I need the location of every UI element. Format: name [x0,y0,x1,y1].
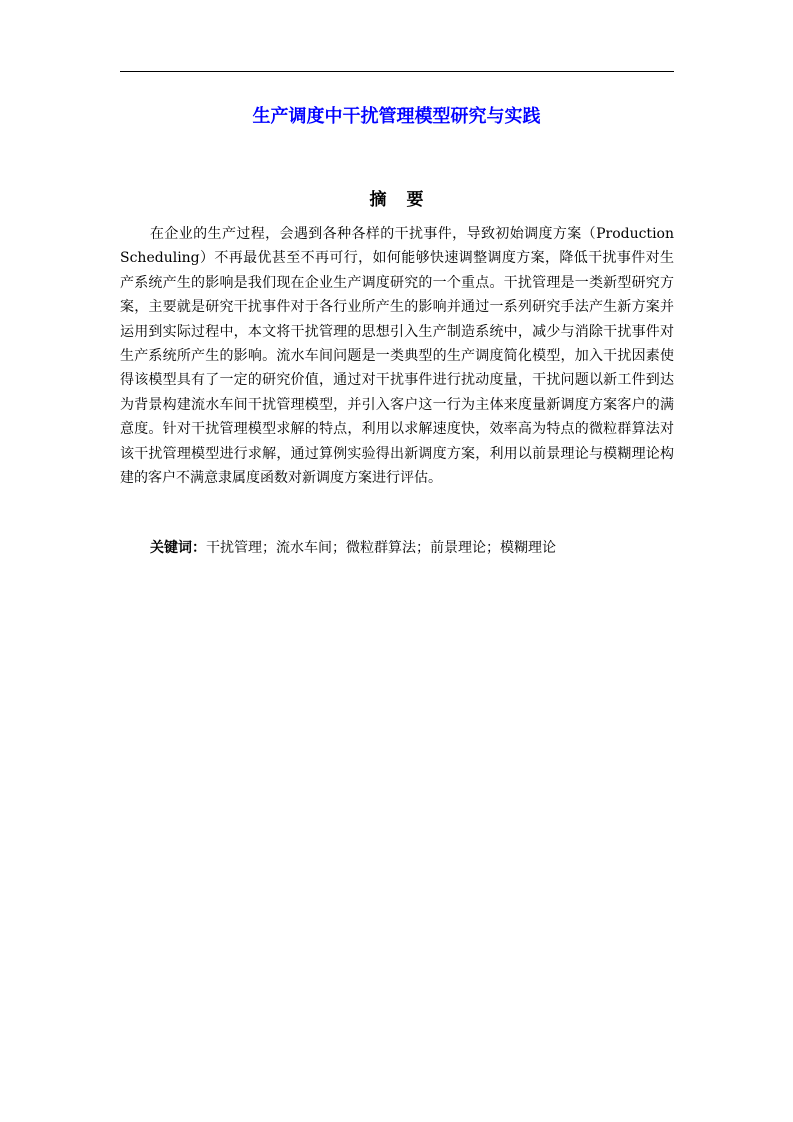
header-rule [120,71,674,72]
abstract-body: 在企业的生产过程，会遇到各种各样的干扰事件，导致初始调度方案（Production Scheduling）不再最优甚至不再可行，如何能够快速调整调度方案，降低干扰事件对生产系统产生的影响是我们现在企业生产调度研究的一个重点。干扰管理是一类新型研究方案，主要就是研究干扰事件对于各行业所产生的影响并通过一系列研究手法产生新方案并运用到实际过程中，本文将干扰管理的思想引入生产制造系统中，减少与消除干扰事件对生产系统所产生的影响。流水车间问题是一类典型的生产调度简化模型，加入干扰因素使得该模型具有了一定的研究价值，通过对干扰事件进行扰动度量，干扰问题以新工件到达为背景构建流水车间干扰管理模型，并引入客户这一行为主体来度量新调度方案客户的满意度。针对干扰管理模型求解的特点，利用以求解速度快，效率高为特点的微粒群算法对该干扰管理模型进行求解，通过算例实验得出新调度方案，利用以前景理论与模糊理论构建的客户不满意隶属度函数对新调度方案进行评估。 [120,226,674,487]
document-title: 生产调度中干扰管理模型研究与实践 [252,106,541,127]
keywords-line [150,537,674,559]
keywords-text: 干扰管理；流水车间；微粒群算法；前景理论；模糊理论 [206,540,556,556]
abstract-heading: 摘要 [369,190,444,210]
keywords-label: 关键词： [150,540,206,556]
